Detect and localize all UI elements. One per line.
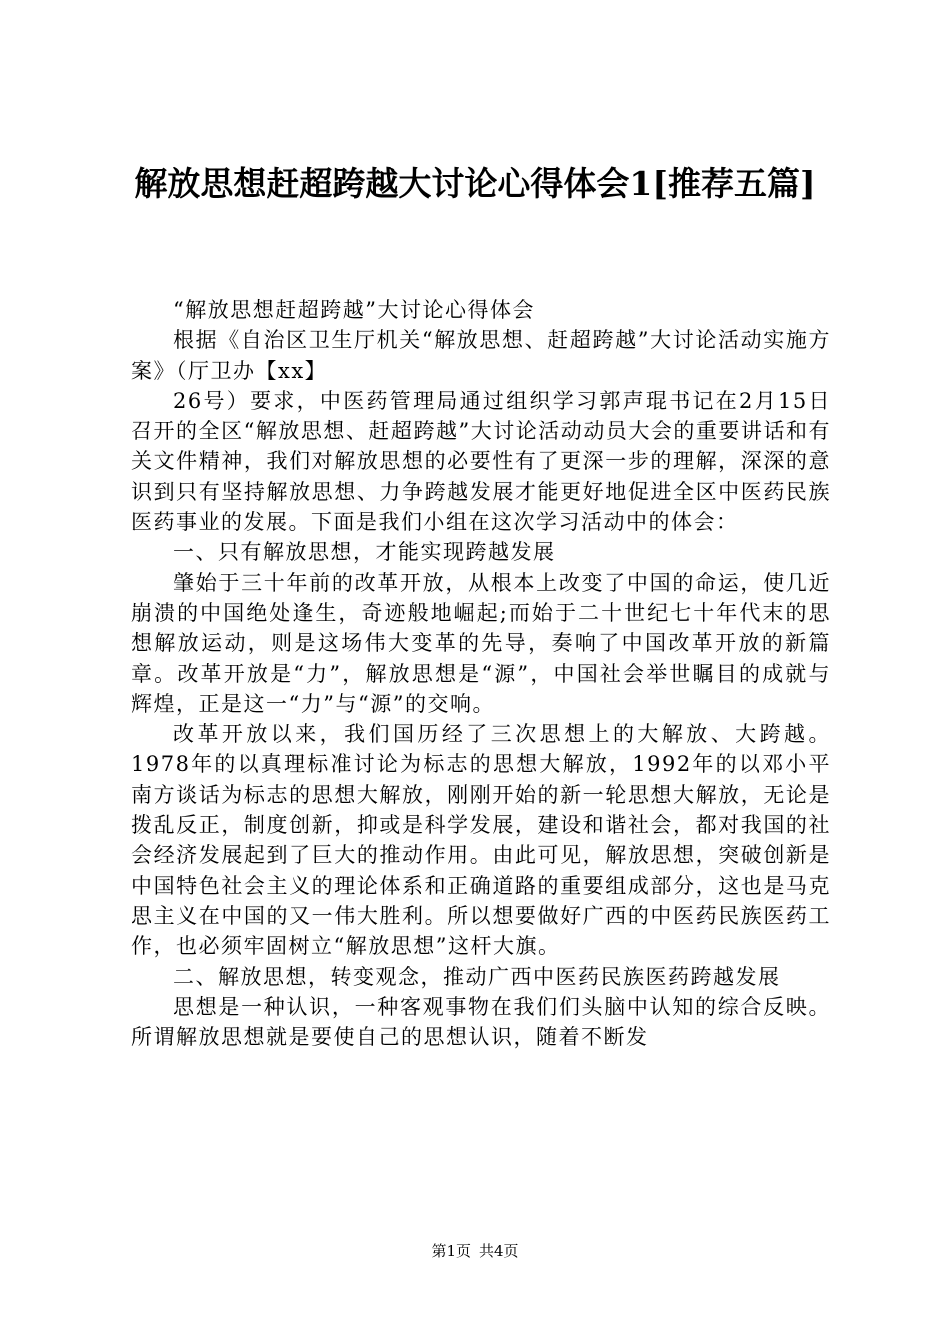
section-heading: 一、只有解放思想，才能实现跨越发展 bbox=[173, 540, 556, 565]
page-number: 第1页 bbox=[431, 1242, 471, 1260]
page-total: 共4页 bbox=[479, 1242, 519, 1260]
document-body bbox=[131, 295, 831, 1052]
paragraph: 改革开放以来，我们国历经了三次思想上的大解放、大跨越。1978年的以真理标准讨论为标志的思想大解放，1992年的以邓小平南方谈话为标志的思想大解放，刚刚开始的新一轮思想大解放，无论是拨乱反正，制度创新，抑或是科学发展，建设和谐社会，都对我国的社会经济发展起到了巨大的推动作用。由此可见，解放思想，突破创新是中国特色社会主义的理论体系和正确道路的重要组成部分，这也是马克思主义在中国的又一伟大胜利。所以想要做好广西的中医药民族医药工作，也必须牢固树立“解放思想”这杆大旗。 bbox=[131, 722, 831, 959]
section-heading: 二、解放思想，转变观念，推动广西中医药民族医药跨越发展 bbox=[173, 964, 781, 989]
paragraph: 思想是一种认识，一种客观事物在我们们头脑中认知的综合反映。所谓解放思想就是要使自己的思想认识，随着不断发 bbox=[131, 994, 831, 1050]
page-footer bbox=[0, 1241, 950, 1261]
paragraph: 26号）要求，中医药管理局通过组织学习郭声琨书记在2月15日召开的全区“解放思想、赶超跨越”大讨论活动动员大会的重要讲话和有关文件精神，我们对解放思想的必要性有了更深一步的理解，深深的意识到只有坚持解放思想、力争跨越发展才能更好地促进全区中医药民族医药事业的发展。下面是我们小组在这次学习活动中的体会： bbox=[131, 388, 831, 535]
paragraph: 肇始于三十年前的改革开放，从根本上改变了中国的命运，使几近崩溃的中国绝处逢生，奇迹般地崛起;而始于二十世纪七十年代末的思想解放运动，则是这场伟大变革的先导，奏响了中国改革开放的新篇章。改革开放是“力”，解放思想是“源”，中国社会举世瞩目的成就与辉煌，正是这一“力”与“源”的交响。 bbox=[131, 570, 831, 716]
paragraph: “解放思想赶超跨越”大讨论心得体会 bbox=[173, 298, 535, 322]
paragraph: 根据《自治区卫生厅机关“解放思想、赶超跨越”大讨论活动实施方案》（厅卫办【xx】 bbox=[131, 328, 831, 383]
document-title: 解放思想赶超跨越大讨论心得体会1[推荐五篇] bbox=[134, 164, 816, 203]
